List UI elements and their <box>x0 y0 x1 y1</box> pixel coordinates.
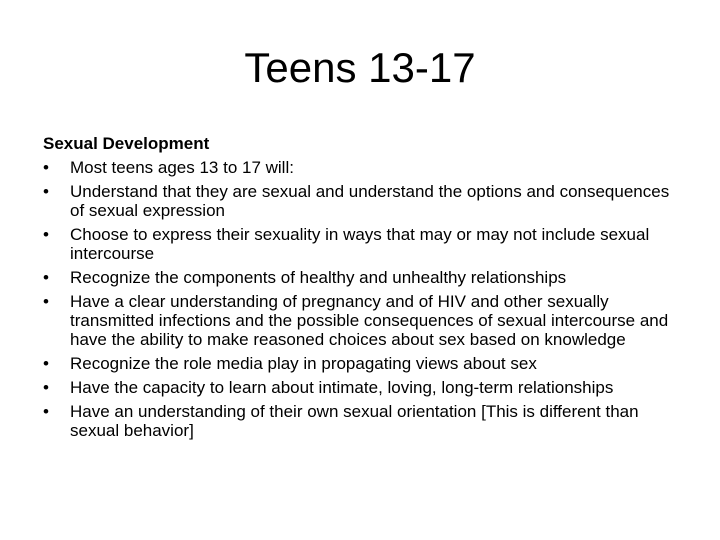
list-item-text: Understand that they are sexual and understand the options and consequences of sexual expression <box>70 182 670 220</box>
bullet-icon: • <box>43 354 49 373</box>
bullet-icon: • <box>43 378 49 397</box>
list-item-text: Recognize the role media play in propagating views about sex <box>70 354 537 373</box>
list-item-text: Have an understanding of their own sexual orientation [This is different than sexual behavior] <box>70 402 639 440</box>
bullet-icon: • <box>43 268 49 287</box>
bullet-icon: • <box>43 292 49 311</box>
list-item-text: Have the capacity to learn about intimate, loving, long-term relationships <box>70 378 614 397</box>
list-item <box>43 182 673 220</box>
bullet-icon: • <box>43 158 49 177</box>
bullet-icon: • <box>43 182 49 201</box>
list-item-text: Most teens ages 13 to 17 will: <box>70 158 294 177</box>
bullet-icon: • <box>43 225 49 244</box>
list-item <box>43 378 673 397</box>
list-item <box>43 354 673 373</box>
list-item <box>43 292 673 349</box>
slide-title: Teens 13-17 <box>244 44 476 91</box>
section-heading: Sexual Development <box>43 134 210 153</box>
list-item <box>43 268 673 287</box>
bullet-icon: • <box>43 402 49 421</box>
list-item-text: Have a clear understanding of pregnancy and of HIV and other sexually transmitted infections and the possible consequences of sexual intercourse and have the ability to make reasoned choices about sex based on knowledge <box>70 292 669 349</box>
list-item <box>43 402 673 440</box>
bullet-list <box>43 158 673 440</box>
list-item <box>43 225 673 263</box>
list-item-text: Recognize the components of healthy and unhealthy relationships <box>70 268 567 287</box>
list-item-text: Choose to express their sexuality in ways that may or may not include sexual intercourse <box>70 225 650 263</box>
slide-body <box>43 134 673 445</box>
list-item <box>43 158 673 177</box>
